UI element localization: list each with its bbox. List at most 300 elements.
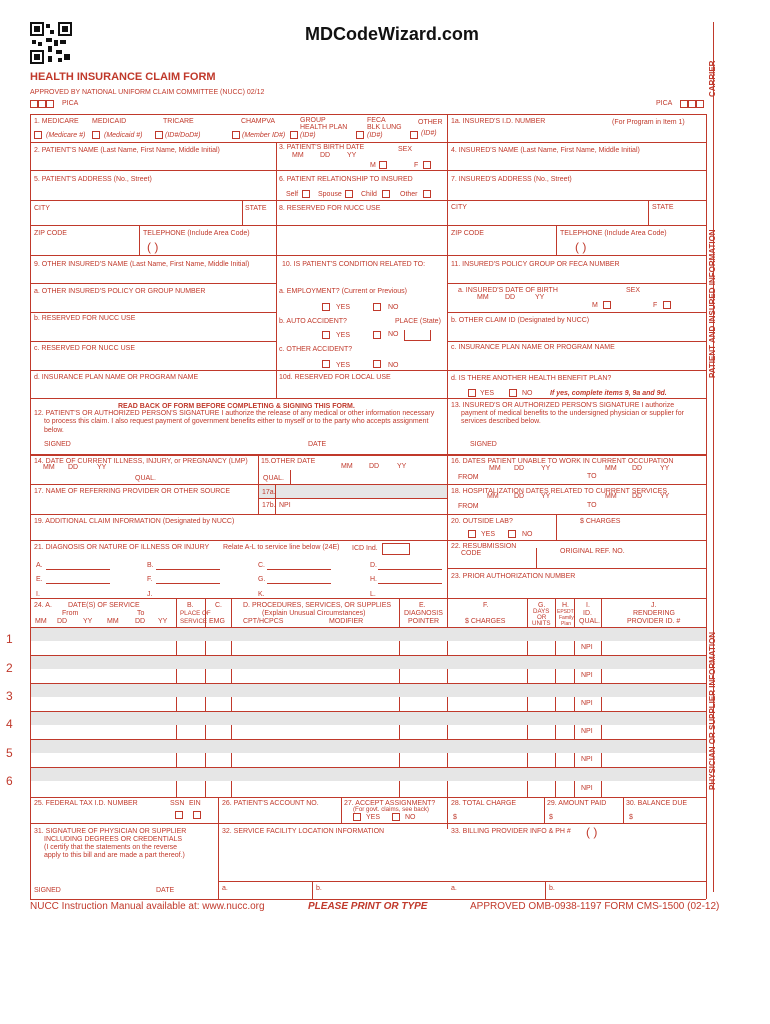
side-physician-label: PHYSICIAN OR SUPPLIER INFORMATION <box>708 631 717 790</box>
f30-dollar: $ <box>629 814 633 821</box>
f24j: J. <box>651 602 657 609</box>
service-row-2-shade <box>31 656 706 669</box>
f9c-label: c. RESERVED FOR NUCC USE <box>34 345 135 352</box>
divider-v <box>556 225 557 255</box>
f32b-label: b. <box>316 885 322 892</box>
service-row-6-shade <box>31 768 706 781</box>
f24f: F. <box>483 602 489 609</box>
row-npi: NPI <box>581 672 593 679</box>
row-npi: NPI <box>581 756 593 763</box>
another-plan-no: NO <box>522 390 533 397</box>
divider-v <box>648 200 649 225</box>
group-checkbox[interactable] <box>290 131 298 139</box>
qr-code-icon <box>30 22 72 64</box>
divider-v <box>290 470 291 485</box>
patient-phone-label: TELEPHONE (Include Area Code) <box>143 230 250 237</box>
f11a-f: F <box>653 302 658 309</box>
service-line-number: 4 <box>6 717 13 731</box>
f24-from: From <box>62 610 79 617</box>
divider <box>30 540 706 541</box>
patient-city-label: CITY <box>34 205 50 212</box>
other-acc-yes: YES <box>336 362 351 369</box>
divider <box>30 370 706 371</box>
f29-dollar: $ <box>549 814 553 821</box>
f24-dates: DATE(S) OF SERVICE <box>68 602 140 609</box>
feca-checkbox[interactable] <box>356 131 364 139</box>
f15-mm: MM <box>341 463 353 470</box>
service-row-1-shade <box>31 628 706 641</box>
f31-line4: apply to this bill and are made a part thereof.) <box>44 852 185 859</box>
f24-id: ID. <box>583 610 592 617</box>
medicaid-sub: (Medicaid #) <box>104 132 143 139</box>
f25-ssn: SSN <box>170 800 185 807</box>
f11c-label: c. INSURANCE PLAN NAME OR PROGRAM NAME <box>451 344 615 351</box>
f12-line3: below. <box>44 427 64 434</box>
assign-no-checkbox[interactable] <box>392 813 400 821</box>
f3-dd: DD <box>320 152 331 159</box>
f14-yy: YY <box>97 464 107 471</box>
f4-label: 4. INSURED'S NAME (Last Name, First Name, Middle Initial) <box>451 147 640 154</box>
tricare-checkbox[interactable] <box>155 131 163 139</box>
side-patient-label: PATIENT AND INSURED INFORMATION <box>708 229 717 378</box>
f3-label: 3. PATIENT'S BIRTH DATE <box>279 144 365 151</box>
divider-v <box>556 514 557 540</box>
f1-medicaid: MEDICAID <box>92 118 127 125</box>
diag-l-label: L. <box>370 591 376 598</box>
f10-label: 10. IS PATIENT'S CONDITION RELATED TO: <box>282 261 426 268</box>
f25-label: 25. FEDERAL TAX I.D. NUMBER <box>34 800 138 807</box>
f17a-label: 17a. <box>262 489 276 496</box>
other-checkbox[interactable] <box>410 131 418 139</box>
f17b-npi: NPI <box>279 502 291 509</box>
side-carrier-label: CARRIER <box>708 60 717 97</box>
f24-epsdt: EPSDT <box>557 609 574 615</box>
f10a-label: a. EMPLOYMENT? (Current or Previous) <box>279 288 407 295</box>
site-title: MDCodeWizard.com <box>305 24 479 44</box>
f30-label: 30. BALANCE DUE <box>626 800 688 807</box>
sex-f-checkbox[interactable] <box>423 161 431 169</box>
group-sub: (ID#) <box>300 132 316 139</box>
row-divider <box>30 797 706 798</box>
rel-other: Other <box>400 191 418 198</box>
insured-sex-m-checkbox[interactable] <box>603 301 611 309</box>
diag-f-input[interactable] <box>156 583 220 584</box>
f13-signed: SIGNED <box>470 441 497 448</box>
f33b-label: b. <box>549 885 555 892</box>
row-divider <box>30 767 706 768</box>
f16-dd-to: DD <box>632 465 643 472</box>
f1-label: 1. MEDICARE <box>34 118 79 125</box>
medicaid-checkbox[interactable] <box>92 131 100 139</box>
diag-b-input[interactable] <box>156 569 220 570</box>
employment-yes: YES <box>336 304 351 311</box>
f25-ein: EIN <box>189 800 201 807</box>
f24-qual: QUAL. <box>579 618 601 625</box>
f24-cpt: CPT/HCPCS <box>243 618 284 625</box>
other-acc-yes-checkbox[interactable] <box>322 360 330 368</box>
divider <box>30 341 276 342</box>
diag-g-label: G. <box>258 576 266 583</box>
f21-relate: Relate A-L to service line below (24E) <box>223 544 340 551</box>
diag-e-input[interactable] <box>46 583 110 584</box>
f24-to: To <box>137 610 145 617</box>
insured-sex-f-checkbox[interactable] <box>663 301 671 309</box>
f28-dollar: $ <box>453 814 457 821</box>
divider <box>447 341 706 342</box>
f11a-label: a. INSURED'S DATE OF BIRTH <box>458 287 558 294</box>
f5-label: 5. PATIENT'S ADDRESS (No., Street) <box>34 176 152 183</box>
f24-yy1: YY <box>83 618 93 625</box>
divider <box>30 142 706 143</box>
ein-checkbox[interactable] <box>193 811 201 819</box>
diag-d-label: D. <box>370 562 377 569</box>
f10b-label: b. AUTO ACCIDENT? <box>279 318 347 325</box>
place-state-input[interactable] <box>404 330 431 341</box>
f13-line2: payment of medical benefits to the undersigned physician or supplier for <box>461 410 684 417</box>
f24e: E. <box>419 602 426 609</box>
f15-yy: YY <box>397 463 407 470</box>
patient-phone-paren: ( ) <box>147 240 159 254</box>
f1-group: GROUP <box>300 117 326 124</box>
divider-v <box>536 548 537 568</box>
f12-date: DATE <box>308 441 327 448</box>
f24c: C. <box>215 602 222 609</box>
f18-mm-from: MM <box>487 493 499 500</box>
pica-checkbox-right-2[interactable] <box>688 100 696 108</box>
diag-i-label: I. <box>36 591 40 598</box>
f1a-note: (For Program in Item 1) <box>612 119 685 126</box>
f24-service: SERVICE <box>180 618 208 625</box>
service-line-number: 1 <box>6 632 13 646</box>
pica-checkbox-left-2[interactable] <box>38 100 46 108</box>
f24-dd2: DD <box>135 618 146 625</box>
lab-yes: YES <box>481 531 496 538</box>
f13-line3: services described below. <box>461 418 541 425</box>
employment-no-checkbox[interactable] <box>373 303 381 311</box>
divider <box>30 454 706 456</box>
f1a-label: 1a. INSURED'S I.D. NUMBER <box>451 118 546 125</box>
divider-v <box>242 200 243 225</box>
f7-label: 7. INSURED'S ADDRESS (No., Street) <box>451 176 572 183</box>
form-title: HEALTH INSURANCE CLAIM FORM <box>30 71 216 83</box>
f3-f: F <box>414 162 419 169</box>
pica-checkbox-left[interactable] <box>30 100 38 108</box>
f24-or: OR <box>537 614 547 621</box>
f24-rendering: RENDERING <box>633 610 676 617</box>
f32-label: 32. SERVICE FACILITY LOCATION INFORMATION <box>222 828 385 835</box>
read-back-notice: READ BACK OF FORM BEFORE COMPLETING & SIGNING THIS FORM. <box>118 403 355 410</box>
f9d-label: d. INSURANCE PLAN NAME OR PROGRAM NAME <box>34 374 199 381</box>
other-acc-no: NO <box>388 362 399 369</box>
footer-print: PLEASE PRINT OR TYPE <box>308 901 428 912</box>
f24a-label: 24. A. <box>34 602 52 609</box>
f18-yy-to: YY <box>660 493 670 500</box>
f18-to: TO <box>587 502 597 509</box>
f14-mm: MM <box>43 464 55 471</box>
f33-label: 33. BILLING PROVIDER INFO & PH # <box>451 828 571 835</box>
f1-other: OTHER <box>418 119 443 126</box>
f18-from: FROM <box>458 503 479 510</box>
assign-yes: YES <box>366 814 381 821</box>
f23-label: 23. PRIOR AUTHORIZATION NUMBER <box>451 573 576 580</box>
f14-qual: QUAL. <box>135 475 157 482</box>
f19-label: 19. ADDITIONAL CLAIM INFORMATION (Designated by NUCC) <box>34 518 235 525</box>
f24-dd1: DD <box>57 618 68 625</box>
divider <box>30 899 706 900</box>
ssn-checkbox[interactable] <box>175 811 183 819</box>
f16-label: 16. DATES PATIENT UNABLE TO WORK IN CURRENT OCCUPATION <box>451 458 674 465</box>
rel-self: Self <box>286 191 299 198</box>
f17b-label: 17b. <box>262 502 276 509</box>
divider <box>30 312 276 313</box>
f3-mm: MM <box>292 152 304 159</box>
footer-approved: APPROVED OMB-0938-1197 FORM CMS-1500 (02-12) <box>470 901 720 912</box>
f16-from: FROM <box>458 474 479 481</box>
insured-phone-paren: ( ) <box>575 240 587 254</box>
f14-dd: DD <box>68 464 79 471</box>
f24-charges: $ CHARGES <box>465 618 506 625</box>
patient-state-label: STATE <box>245 205 267 212</box>
f22-code: CODE <box>461 550 482 557</box>
f3-sex: SEX <box>398 146 413 153</box>
row-divider <box>30 739 706 740</box>
divider <box>218 881 706 882</box>
f16-mm-to: MM <box>605 465 617 472</box>
medicare-sub: (Medicare #) <box>46 132 86 139</box>
f29-label: 29. AMOUNT PAID <box>547 800 607 807</box>
f15-label: 15.OTHER DATE <box>261 458 316 465</box>
rel-spouse-checkbox[interactable] <box>345 190 353 198</box>
assign-yes-checkbox[interactable] <box>353 813 361 821</box>
col-divider-right <box>447 114 448 454</box>
insured-state-label: STATE <box>652 204 674 211</box>
f26-label: 26. PATIENT'S ACCOUNT NO. <box>222 800 319 807</box>
diag-d-input[interactable] <box>378 569 442 570</box>
divider <box>447 568 706 569</box>
f24-pointer: POINTER <box>408 618 440 625</box>
f18-label: 18. HOSPITALIZATION DATES RELATED TO CURRENT SERVICES <box>451 488 668 495</box>
another-plan-no-checkbox[interactable] <box>509 389 517 397</box>
divider <box>30 514 706 515</box>
diag-h-input[interactable] <box>378 583 442 584</box>
insured-zip-label: ZIP CODE <box>451 230 484 237</box>
pica-checkbox-right-3[interactable] <box>696 100 704 108</box>
f24g: G. <box>538 602 546 609</box>
row-npi: NPI <box>581 644 593 651</box>
f9b-label: b. RESERVED FOR NUCC USE <box>34 315 136 322</box>
divider-v <box>623 797 624 823</box>
rel-spouse: Spouse <box>318 191 342 198</box>
sex-m-checkbox[interactable] <box>379 161 387 169</box>
f24d: D. PROCEDURES, SERVICES, OR SUPPLIES <box>243 602 392 609</box>
frame-left <box>30 114 31 899</box>
f17-label: 17. NAME OF REFERRING PROVIDER OR OTHER SOURCE <box>34 488 231 495</box>
f3-yy: YY <box>347 152 357 159</box>
f24-place: PLACE OF <box>180 610 211 617</box>
employment-yes-checkbox[interactable] <box>322 303 330 311</box>
f11d-note: If yes, complete items 9, 9a and 9d. <box>550 390 667 397</box>
divider <box>30 823 706 824</box>
f9-label: 9. OTHER INSURED'S NAME (Last Name, First Name, Middle Initial) <box>34 261 250 268</box>
auto-no: NO <box>388 331 399 338</box>
other-acc-no-checkbox[interactable] <box>373 360 381 368</box>
f31-line1: 31. SIGNATURE OF PHYSICIAN OR SUPPLIER <box>34 828 187 835</box>
service-row-4-shade <box>31 712 706 725</box>
feca-sub: (ID#) <box>367 132 383 139</box>
f18-dd-to: DD <box>632 493 643 500</box>
diag-a-label: A. <box>36 562 43 569</box>
service-row-5-shade <box>31 740 706 753</box>
auto-no-checkbox[interactable] <box>373 331 381 339</box>
other-sub: (ID#) <box>421 130 437 137</box>
divider-v <box>545 881 546 899</box>
diag-b-label: B. <box>147 562 154 569</box>
rel-other-checkbox[interactable] <box>423 190 431 198</box>
f11a-mm: MM <box>477 294 489 301</box>
f28-label: 28. TOTAL CHARGE <box>451 800 517 807</box>
divider <box>30 225 706 226</box>
f27-note: (For govt. claims, see back) <box>353 806 429 813</box>
f9a-label: a. OTHER INSURED'S POLICY OR GROUP NUMBER <box>34 288 206 295</box>
pica-label-right: PICA <box>656 100 673 107</box>
service-line-number: 3 <box>6 689 13 703</box>
auto-yes-checkbox[interactable] <box>322 331 330 339</box>
another-plan-yes: YES <box>480 390 495 397</box>
champva-sub: (Member ID#) <box>242 132 286 139</box>
divider-v <box>544 797 545 823</box>
service-line-number: 5 <box>6 746 13 760</box>
row-npi: NPI <box>581 728 593 735</box>
f3-m: M <box>370 162 376 169</box>
f16-yy-to: YY <box>660 465 670 472</box>
diag-g-input[interactable] <box>267 583 331 584</box>
f16-yy-from: YY <box>541 465 551 472</box>
f24i: I. <box>586 602 590 609</box>
divider-v <box>218 797 219 899</box>
f31-date: DATE <box>156 887 175 894</box>
frame-right <box>706 114 707 899</box>
f24d-explain: (Explain Unusual Circumstances) <box>262 610 366 617</box>
f24-units: UNITS <box>532 620 551 627</box>
pica-checkbox-right[interactable] <box>680 100 688 108</box>
rel-child-checkbox[interactable] <box>382 190 390 198</box>
f16-to: TO <box>587 473 597 480</box>
diag-c-input[interactable] <box>267 569 331 570</box>
row-divider <box>30 711 706 712</box>
lab-yes-checkbox[interactable] <box>468 530 476 538</box>
another-plan-yes-checkbox[interactable] <box>468 389 476 397</box>
f33a-label: a. <box>451 885 457 892</box>
lab-no: NO <box>522 531 533 538</box>
f20-label: 20. OUTSIDE LAB? <box>451 518 513 525</box>
icd-ind-input[interactable] <box>382 543 410 555</box>
place-state-label: PLACE (State) <box>395 318 441 325</box>
f8-label: 8. RESERVED FOR NUCC USE <box>279 205 381 212</box>
insured-city-label: CITY <box>451 204 467 211</box>
f11b-label: b. OTHER CLAIM ID (Designated by NUCC) <box>451 317 590 324</box>
f11a-dd: DD <box>505 294 516 301</box>
f18-mm-to: MM <box>605 493 617 500</box>
champva-checkbox[interactable] <box>232 131 240 139</box>
diag-k-label: K. <box>258 591 265 598</box>
f17a-shade <box>259 485 447 498</box>
icd-ind-label: ICD Ind. <box>352 545 378 552</box>
divider-v <box>139 225 140 255</box>
col-divider-mid <box>276 142 277 398</box>
divider <box>30 255 706 256</box>
f24-plan: Plan <box>561 621 572 627</box>
f12-line1: 12. PATIENT'S OR AUTHORIZED PERSON'S SIGNATURE I authorize the release of any medical or other information necessary <box>34 410 435 417</box>
divider <box>447 283 706 284</box>
divider <box>258 498 447 499</box>
f22-orig-ref: ORIGINAL REF. NO. <box>560 548 625 555</box>
f11a-sex: SEX <box>626 287 641 294</box>
row-divider <box>30 683 706 684</box>
diag-a-input[interactable] <box>46 569 110 570</box>
f31-line3: (I certify that the statements on the reverse <box>44 844 178 851</box>
f11a-m: M <box>592 302 598 309</box>
divider <box>30 598 706 599</box>
diag-e-label: E. <box>36 576 43 583</box>
divider <box>30 200 706 201</box>
service-line-number: 6 <box>6 774 13 788</box>
f12-line2: to process this claim. I also request payment of government benefits either to myself or to the party who accepts assignment <box>44 418 429 425</box>
f6-label: 6. PATIENT RELATIONSHIP TO INSURED <box>279 176 413 183</box>
divider <box>447 312 706 313</box>
service-row-3-shade <box>31 684 706 697</box>
row-divider <box>30 655 706 656</box>
f24-family: Family <box>559 615 574 621</box>
employment-no: NO <box>388 304 399 311</box>
f33-phone-paren: ( ) <box>586 825 598 839</box>
f1-group-2: HEALTH PLAN <box>300 124 348 131</box>
lab-no-checkbox[interactable] <box>508 530 516 538</box>
f21-label: 21. DIAGNOSIS OR NATURE OF ILLNESS OR INJURY <box>34 544 210 551</box>
f24-days: DAYS <box>533 608 550 615</box>
f22-label: 22. RESUBMISSION <box>451 543 517 550</box>
f24-mm1: MM <box>35 618 47 625</box>
f27-label: 27. ACCEPT ASSIGNMENT? <box>344 800 436 807</box>
diag-c-label: C. <box>258 562 265 569</box>
medicare-checkbox[interactable] <box>34 131 42 139</box>
patient-zip-label: ZIP CODE <box>34 230 67 237</box>
f1-feca-2: BLK LUNG <box>367 124 402 131</box>
divider <box>30 114 706 115</box>
diag-j-label: J. <box>147 591 153 598</box>
f11d-label: d. IS THERE ANOTHER HEALTH BENEFIT PLAN? <box>451 375 612 382</box>
rel-self-checkbox[interactable] <box>302 190 310 198</box>
f16-mm-from: MM <box>489 465 501 472</box>
divider <box>30 398 706 399</box>
f13-line1: 13. INSURED'S OR AUTHORIZED PERSON'S SIGNATURE I authorize <box>451 402 675 409</box>
f12-signed: SIGNED <box>44 441 71 448</box>
f24-provider-id: PROVIDER ID. # <box>627 618 681 625</box>
divider-v <box>312 881 313 899</box>
f24-modifier: MODIFIER <box>329 618 364 625</box>
diag-f-label: F. <box>147 576 153 583</box>
f15-dd: DD <box>369 463 380 470</box>
row-npi: NPI <box>581 700 593 707</box>
f18-dd-from: DD <box>514 493 525 500</box>
divider <box>30 170 706 171</box>
divider-v <box>341 797 342 823</box>
f31-signed: SIGNED <box>34 887 61 894</box>
f1-tricare: TRICARE <box>163 118 194 125</box>
row-npi: NPI <box>581 785 593 792</box>
f31-line2: INCLUDING DEGREES OR CREDENTIALS <box>44 836 183 843</box>
tricare-sub: (ID#/DoD#) <box>165 132 201 139</box>
pica-checkbox-left-3[interactable] <box>46 100 54 108</box>
